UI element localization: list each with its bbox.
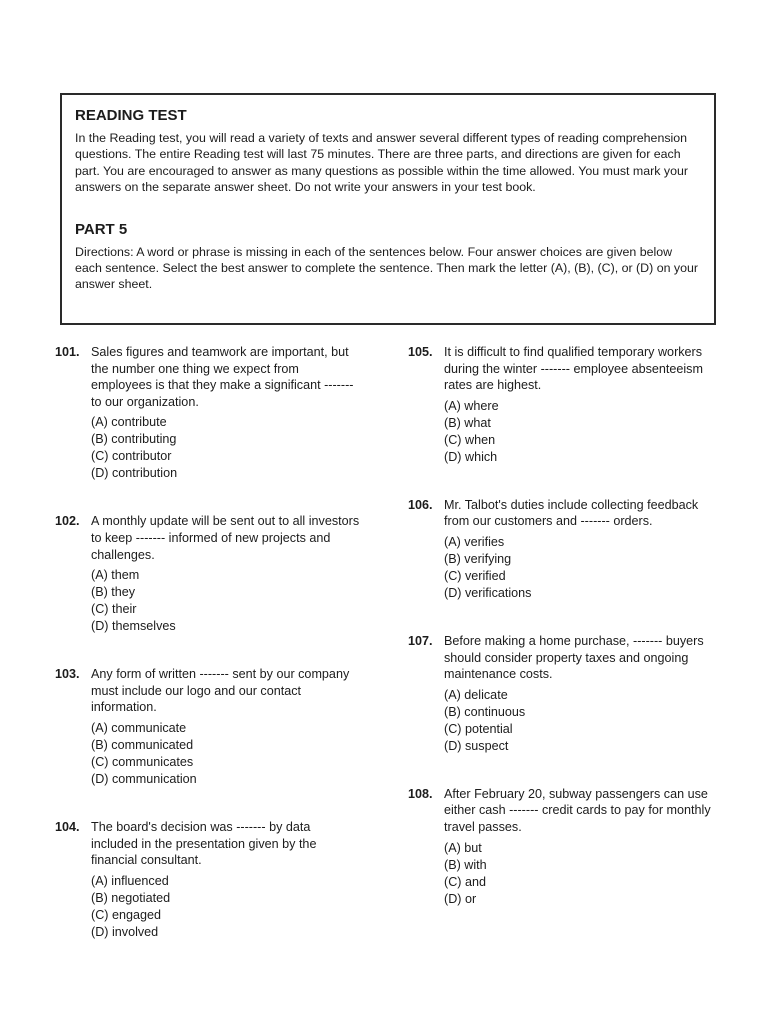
answer-option-d: (D) which: [444, 449, 498, 464]
question-105: [408, 344, 718, 466]
answer-option-c: (C) when: [444, 432, 496, 447]
question-101: [55, 344, 360, 482]
answer-option-b: (B) with: [444, 857, 487, 872]
question-number: 107.: [408, 633, 433, 648]
answer-options: [91, 567, 360, 635]
answer-option-d: (D) involved: [91, 924, 159, 939]
question-107: [408, 633, 718, 755]
question-number: 106.: [408, 497, 433, 512]
question-stem: A monthly update will be sent out to all investors to keep ------- informed of new projects and challenges.: [91, 514, 360, 562]
answer-options: [444, 398, 718, 466]
question-number: 103.: [55, 667, 80, 682]
question-stem: Any form of written ------- sent by our company must include our logo and our contact information.: [91, 667, 350, 715]
answer-options: [444, 534, 718, 602]
question-stem: Before making a home purchase, ------- buyers should consider property taxes and ongoing maintenance costs.: [444, 633, 704, 682]
answer-options: [444, 687, 718, 755]
answer-option-b: (B) what: [444, 415, 491, 430]
answer-options: [444, 840, 718, 908]
answer-option-d: (D) verifications: [444, 585, 532, 600]
answer-option-b: (B) they: [91, 585, 136, 600]
answer-option-c: (C) potential: [444, 721, 513, 736]
answer-options: [91, 873, 360, 941]
reading-test-instructions: In the Reading test, you will read a variety of texts and answer several different types of reading comprehension questions. The entire Reading test will last 75 minutes. There are three parts, and directions are given for each part. You are encouraged to answer as many questions as possible within the time allowed. You must mark your answers on the separate answer sheet. Do not write your answers in your test book.: [75, 131, 688, 195]
answer-option-c: (C) contributor: [91, 449, 172, 464]
question-104: [55, 819, 360, 941]
answer-option-a: (A) delicate: [444, 687, 508, 702]
part-directions: Directions: A word or phrase is missing in each of the sentences below. Four answer choices are given below each sentence. Select the best answer to complete the sentence. Then mark the letter (A), (B), (C), or (D) on your answer sheet.: [75, 244, 699, 292]
answer-option-d: (D) or: [444, 891, 477, 906]
answer-option-d: (D) contribution: [91, 466, 178, 481]
answer-option-c: (C) engaged: [91, 907, 162, 922]
answer-option-c: (C) their: [91, 602, 137, 617]
question-106: [408, 497, 718, 602]
answer-option-a: (A) communicate: [91, 720, 187, 735]
answer-option-b: (B) contributing: [91, 432, 177, 447]
answer-option-a: (A) but: [444, 840, 482, 855]
question-stem: It is difficult to find qualified temporary workers during the winter ------- employee absenteeism rates are highest.: [444, 345, 703, 393]
question-number: 102.: [55, 514, 80, 529]
answer-option-a: (A) where: [444, 398, 499, 413]
answer-option-b: (B) communicated: [91, 737, 194, 752]
answer-option-a: (A) verifies: [444, 534, 505, 549]
answer-option-c: (C) communicates: [91, 754, 194, 769]
answer-option-b: (B) continuous: [444, 704, 526, 719]
answer-options: [91, 720, 360, 788]
question-stem: Mr. Talbot's duties include collecting feedback from our customers and ------- orders.: [444, 497, 699, 529]
answer-options: [91, 414, 360, 482]
answer-option-a: (A) influenced: [91, 873, 169, 888]
reading-test-heading: READING TEST: [75, 107, 187, 124]
instructions-box: [60, 93, 716, 325]
answer-option-c: (C) and: [444, 874, 486, 889]
answer-option-c: (C) verified: [444, 568, 506, 583]
question-number: 108.: [408, 786, 433, 801]
question-number: 104.: [55, 819, 80, 834]
part-heading: PART 5: [75, 220, 128, 238]
question-stem: Sales figures and teamwork are important, but the number one thing we expect from employees is that they make a significant ------- to our organization.: [91, 345, 354, 409]
question-stem: After February 20, subway passengers can use either cash ------- credit cards to pay for monthly travel passes.: [444, 786, 711, 834]
answer-option-d: (D) suspect: [444, 738, 509, 753]
question-108: [408, 786, 718, 908]
answer-option-a: (A) contribute: [91, 415, 167, 430]
question-column-right: [408, 344, 718, 908]
question-102: [55, 513, 360, 635]
question-column-left: [55, 344, 360, 941]
question-number: 101.: [55, 345, 80, 359]
question-number: 105.: [408, 345, 433, 359]
answer-option-b: (B) verifying: [444, 551, 512, 566]
answer-option-d: (D) communication: [91, 771, 197, 786]
question-stem: The board's decision was ------- by data included in the presentation given by the financial consultant.: [91, 819, 317, 868]
question-103: [55, 666, 360, 788]
answer-option-a: (A) them: [91, 568, 140, 583]
answer-option-b: (B) negotiated: [91, 890, 171, 905]
answer-option-d: (D) themselves: [91, 619, 176, 634]
